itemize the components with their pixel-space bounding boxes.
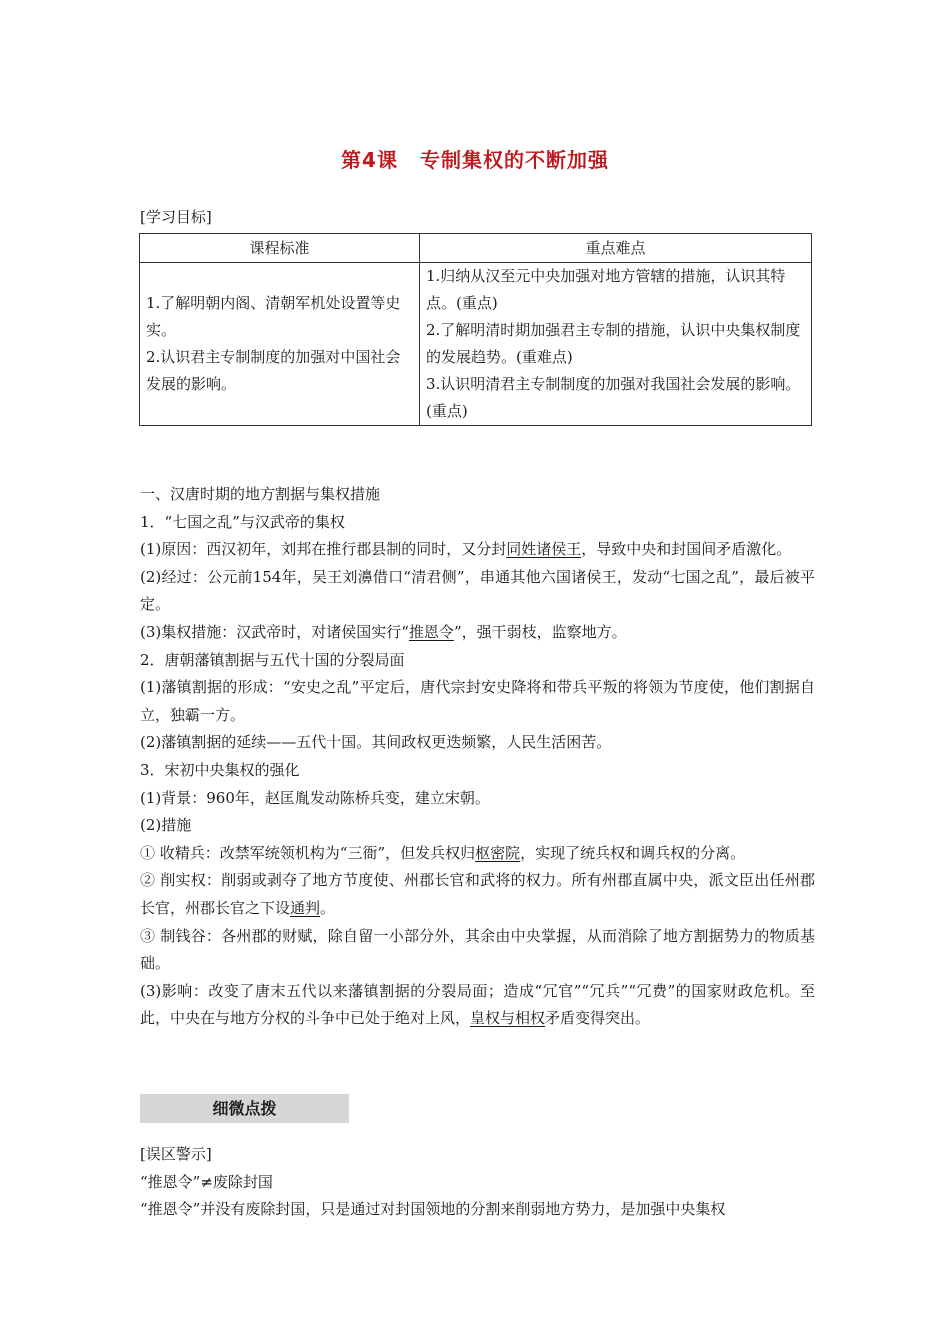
paragraph: ③ 制钱谷：各州郡的财赋，除自留一小部分外，其余由中央掌握，从而消除了地方割据势力的物质基础。 bbox=[140, 926, 815, 973]
paragraph: (1)藩镇割据的形成：“安史之乱”平定后，唐代宗封安史降将和带兵平叛的将领为节度使，他们割据自立，独霸一方。 bbox=[140, 678, 815, 724]
tip-text: “推恩令”并没有废除封国，只是通过对封国领地的分割来削弱地方势力，是加强中央集权 bbox=[140, 1200, 726, 1219]
paragraph bbox=[140, 978, 815, 1033]
goals-key-points-cell bbox=[420, 263, 812, 426]
text-run: 矛盾变得突出。 bbox=[545, 1009, 651, 1028]
paragraph: (2)措施 bbox=[140, 816, 192, 835]
text-run: (3)集权措施：汉武帝时，对诸侯国实行“ bbox=[140, 622, 409, 641]
underlined-term: 通判 bbox=[290, 898, 321, 917]
standard-item: 2.认识君主专制制度的加强对中国社会发展的影响。 bbox=[146, 348, 401, 393]
underlined-term: 枢密院 bbox=[475, 843, 521, 862]
text-run: ”，强干弱枝，监察地方。 bbox=[453, 622, 627, 641]
paragraph bbox=[140, 840, 815, 868]
tip-heading: “推恩令”≠废除封国 bbox=[140, 1172, 273, 1191]
topic-heading: 3．宋初中央集权的强化 bbox=[140, 760, 300, 779]
text-run: (3)影响：改变了唐末五代以来藩镇割据的分裂局面；造成“冗官”“冗兵”“冗费”的国家财政危机。至此，中央在与地方分权的斗争中已处于绝对上风， bbox=[140, 981, 815, 1028]
key-point-item: 2.了解明清时期加强君主专制的措施，认识中央集权制度的发展趋势。(重难点) bbox=[426, 321, 801, 366]
paragraph: (1)背景：960年，赵匡胤发动陈桥兵变，建立宋朝。 bbox=[140, 788, 490, 807]
goals-header-standard: 课程标准 bbox=[140, 234, 420, 263]
goals-standard-cell bbox=[140, 263, 420, 426]
text-run: ，实现了统兵权和调兵权的分离。 bbox=[520, 843, 746, 862]
goals-table bbox=[139, 233, 812, 426]
paragraph: (2)经过：公元前154年，吴王刘濞借口“清君侧”，串通其他六国诸侯王，发动“七国之乱”，最后被平定。 bbox=[140, 567, 815, 614]
text-run: ② 削实权：削弱或剥夺了地方节度使、州郡长官和武将的权力。所有州郡直属中央，派文臣出任州郡长官，州郡长官之下设 bbox=[140, 871, 815, 917]
tip-content bbox=[140, 1141, 815, 1224]
topic-heading: 1．“七国之乱”与汉武帝的集权 bbox=[140, 512, 345, 531]
standard-item: 1.了解明朝内阁、清朝军机处设置等史实。 bbox=[146, 294, 401, 339]
goals-header-key-points: 重点难点 bbox=[420, 234, 812, 263]
paragraph bbox=[140, 536, 815, 564]
text-run: 。 bbox=[320, 898, 336, 917]
paragraph bbox=[140, 619, 815, 647]
topic-heading: 2．唐朝藩镇割据与五代十国的分裂局面 bbox=[140, 650, 405, 669]
text-run: (1)原因：西汉初年，刘邦在推行郡县制的同时，又分封 bbox=[140, 540, 507, 559]
paragraph bbox=[140, 867, 815, 922]
tip-banner: 细微点拨 bbox=[140, 1094, 349, 1123]
key-point-item: 3.认识明清君主专制制度的加强对我国社会发展的影响。(重点) bbox=[426, 375, 801, 420]
underlined-term: 皇权与相权 bbox=[470, 1009, 546, 1028]
underlined-term: 推恩令 bbox=[408, 622, 454, 641]
tip-label: [误区警示] bbox=[140, 1145, 212, 1163]
text-run: ① 收精兵：改禁军统领机构为“三衙”，但发兵权归 bbox=[140, 843, 476, 862]
goals-label: [学习目标] bbox=[140, 208, 212, 226]
lesson-number: 第4课 bbox=[341, 148, 398, 172]
section-heading: 一、汉唐时期的地方割据与集权措施 bbox=[140, 485, 381, 503]
key-point-item: 1.归纳从汉至元中央加强对地方管辖的措施，认识其特点。(重点) bbox=[426, 267, 786, 312]
paragraph: (2)藩镇割据的延续——五代十国。其间政权更迭频繁，人民生活困苦。 bbox=[140, 733, 612, 752]
lesson-name: 专制集权的不断加强 bbox=[419, 148, 609, 172]
lesson-content bbox=[140, 481, 815, 1033]
page-title bbox=[0, 144, 950, 173]
text-run: ，导致中央和封国间矛盾激化。 bbox=[581, 540, 792, 559]
underlined-term: 同姓诸侯王 bbox=[506, 540, 582, 559]
